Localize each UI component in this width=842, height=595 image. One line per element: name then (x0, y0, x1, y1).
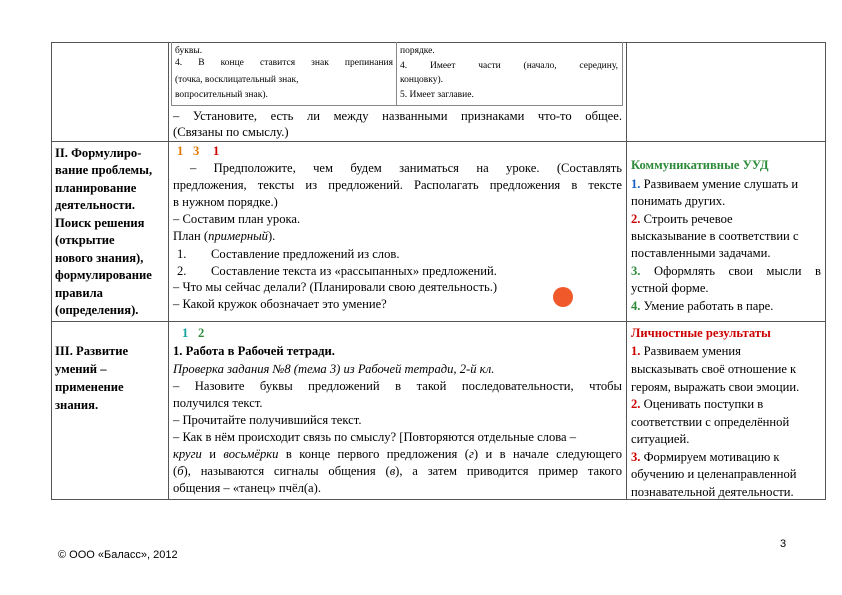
inner-table-left (171, 42, 172, 106)
plan-italic: примерный (208, 229, 268, 243)
row1-line-4: – Составим план урока. (173, 212, 301, 226)
row1-stage-line: (открытие (55, 233, 115, 247)
column-divider-2 (626, 42, 627, 500)
row2-line-4: – Как в нём происходит связь по смыслу? [Повторяются отдельные слова – (173, 430, 577, 444)
circle-marker-1b: 1 (213, 144, 220, 158)
row2-stage-line: знания. (55, 398, 99, 412)
uud-title: Коммуникативные УУД (631, 158, 769, 172)
row1-line-2: предложения, тексты из предложений. Располагать предложения в тексте (173, 178, 622, 192)
uud-item-2-cont: высказывание в соответствии с (631, 229, 799, 243)
orange-circle-icon (553, 287, 573, 307)
result-item-1 (631, 343, 741, 359)
uud-num: 1. (631, 177, 641, 191)
row1-stage-line: Поиск решения (55, 216, 145, 230)
inner-right-line-1: порядке. (400, 46, 435, 56)
uud-item-1 (631, 176, 798, 192)
result-item-1-cont: героям, выражать свои эмоции. (631, 380, 800, 394)
result-text: Оценивать поступки в (643, 397, 764, 411)
plan-prefix: План ( (173, 229, 209, 243)
table-right-border (825, 42, 826, 500)
result-item-3 (631, 449, 780, 465)
row2-line-1: – Назовите буквы предложений в такой последовательности, чтобы (173, 379, 622, 393)
word-krugi: круги (173, 447, 202, 461)
result-text: Развиваем умения (643, 344, 741, 358)
page-number: 3 (780, 538, 787, 550)
plan-item-text: Составление текста из «рассыпанных» предложений. (211, 264, 497, 278)
result-item-2-cont: ситуацией. (631, 432, 690, 446)
row1-tail-2: – Какой кружок обозначает это умение? (173, 297, 387, 311)
inner-right-line-3: концовку). (400, 75, 444, 85)
copyright: © ООО «Баласс», 2012 (58, 549, 178, 561)
letter-b: б (177, 464, 184, 478)
uud-text: Развиваем умение слушать и (643, 177, 799, 191)
row2-task: Проверка задания №8 (тема 3) из Рабочей тетради, 2-й кл. (173, 362, 495, 376)
inner-table-mid (396, 42, 397, 106)
result-num: 1. (631, 344, 641, 358)
row2-line-2: получился текст. (173, 396, 263, 410)
row1-stage-line: деятельности. (55, 198, 136, 212)
row1-line-1: – Предположите, чем будем заниматься на уроке. (Составлять (190, 161, 622, 175)
uud-num: 2. (631, 212, 641, 226)
result-text: Формируем мотивацию к (643, 450, 780, 464)
plan-line (173, 228, 275, 244)
result-num: 3. (631, 450, 641, 464)
inner-right-line-2: 4. Имеет части (начало, середину, (400, 61, 618, 71)
result-item-3-cont: обучению и целенаправленной (631, 467, 797, 481)
result-num: 2. (631, 397, 641, 411)
row2-line-6 (173, 463, 622, 479)
plan-item-num: 2. (177, 264, 187, 278)
circle-marker-3: 3 (193, 144, 200, 158)
plan-suffix: ). (267, 229, 276, 243)
circle-marker-1: 1 (182, 326, 189, 340)
letter-v: в (389, 464, 396, 478)
text-part: ), а затем приводится пример такого (395, 464, 622, 478)
table-left-border (51, 42, 52, 500)
row2-line-3: – Прочитайте получившийся текст. (173, 413, 362, 427)
row2-heading: 1. Работа в Рабочей тетради. (173, 344, 335, 358)
result-item-3-cont: познавательной деятельности. (631, 485, 794, 499)
inner-left-line-3: (точка, восклицательный знак, (175, 75, 299, 85)
row2-stage-line: III. Развитие (55, 344, 129, 358)
row1-stage-line: правила (55, 286, 103, 300)
text-part: в конце первого предложения ( (278, 447, 469, 461)
uud-item-2 (631, 211, 733, 227)
result-item-2 (631, 396, 763, 412)
inner-table-bottom (171, 105, 623, 106)
result-item-2-cont: соответствии с определённой (631, 415, 790, 429)
results-title: Личностные результаты (631, 326, 771, 340)
uud-text: Строить речевое (643, 212, 733, 226)
row1-stage-line: II. Формулиро- (55, 146, 142, 160)
text-part: и (201, 447, 224, 461)
circle-marker-2: 2 (198, 326, 205, 340)
plan-item-num: 1. (177, 247, 187, 261)
inner-left-line-2: 4. В конце ставится знак препинания (175, 58, 393, 68)
row2-line-7: общения – «танец» пчёл(а). (173, 481, 321, 495)
circle-marker-1: 1 (177, 144, 184, 158)
row0-line-2: (Связаны по смыслу.) (173, 125, 289, 139)
inner-right-line-4: 5. Имеет заглавие. (400, 90, 474, 100)
row1-stage-line: планирование (55, 181, 137, 195)
inner-table-right (622, 42, 623, 106)
row2-stage-line: умений – (55, 362, 107, 376)
inner-left-line-1: буквы. (175, 46, 203, 56)
result-item-1-cont: высказывать своё отношение к (631, 362, 797, 376)
uud-item-3 (631, 263, 821, 279)
inner-left-line-4: вопросительный знак). (175, 90, 268, 100)
row2-stage-line: применение (55, 380, 124, 394)
uud-item-1-cont: понимать других. (631, 194, 726, 208)
text-part: ) и в начале следующего (473, 447, 622, 461)
letter-g: г (468, 447, 474, 461)
row0-line-1: – Установите, есть ли между названными признаками что-то общее. (173, 109, 622, 123)
uud-text: Оформлять свои мысли в (653, 264, 821, 278)
uud-item-2-cont: поставленными задачами. (631, 246, 771, 260)
uud-item-3-cont: устной форме. (631, 281, 709, 295)
row1-stage-line: формулирование (55, 268, 152, 282)
row1-stage-line: (определения). (55, 303, 139, 317)
row1-stage-line: нового знания), (55, 251, 144, 265)
row1-stage-line: вание проблемы, (55, 163, 153, 177)
uud-num: 3. (631, 264, 641, 278)
text-part: ), называются сигналы общения ( (183, 464, 390, 478)
uud-num: 4. (631, 299, 641, 313)
uud-text: Умение работать в паре. (643, 299, 774, 313)
plan-item-text: Составление предложений из слов. (211, 247, 400, 261)
uud-item-4 (631, 298, 773, 314)
text-part: ( (173, 464, 178, 478)
column-divider-1 (168, 42, 169, 500)
row1-tail-1: – Что мы сейчас делали? (Планировали свою деятельность.) (173, 280, 498, 294)
word-vosmerki: восьмёрки (223, 447, 279, 461)
row2-line-5 (173, 446, 622, 462)
row1-line-3: в нужном порядке.) (173, 195, 278, 209)
